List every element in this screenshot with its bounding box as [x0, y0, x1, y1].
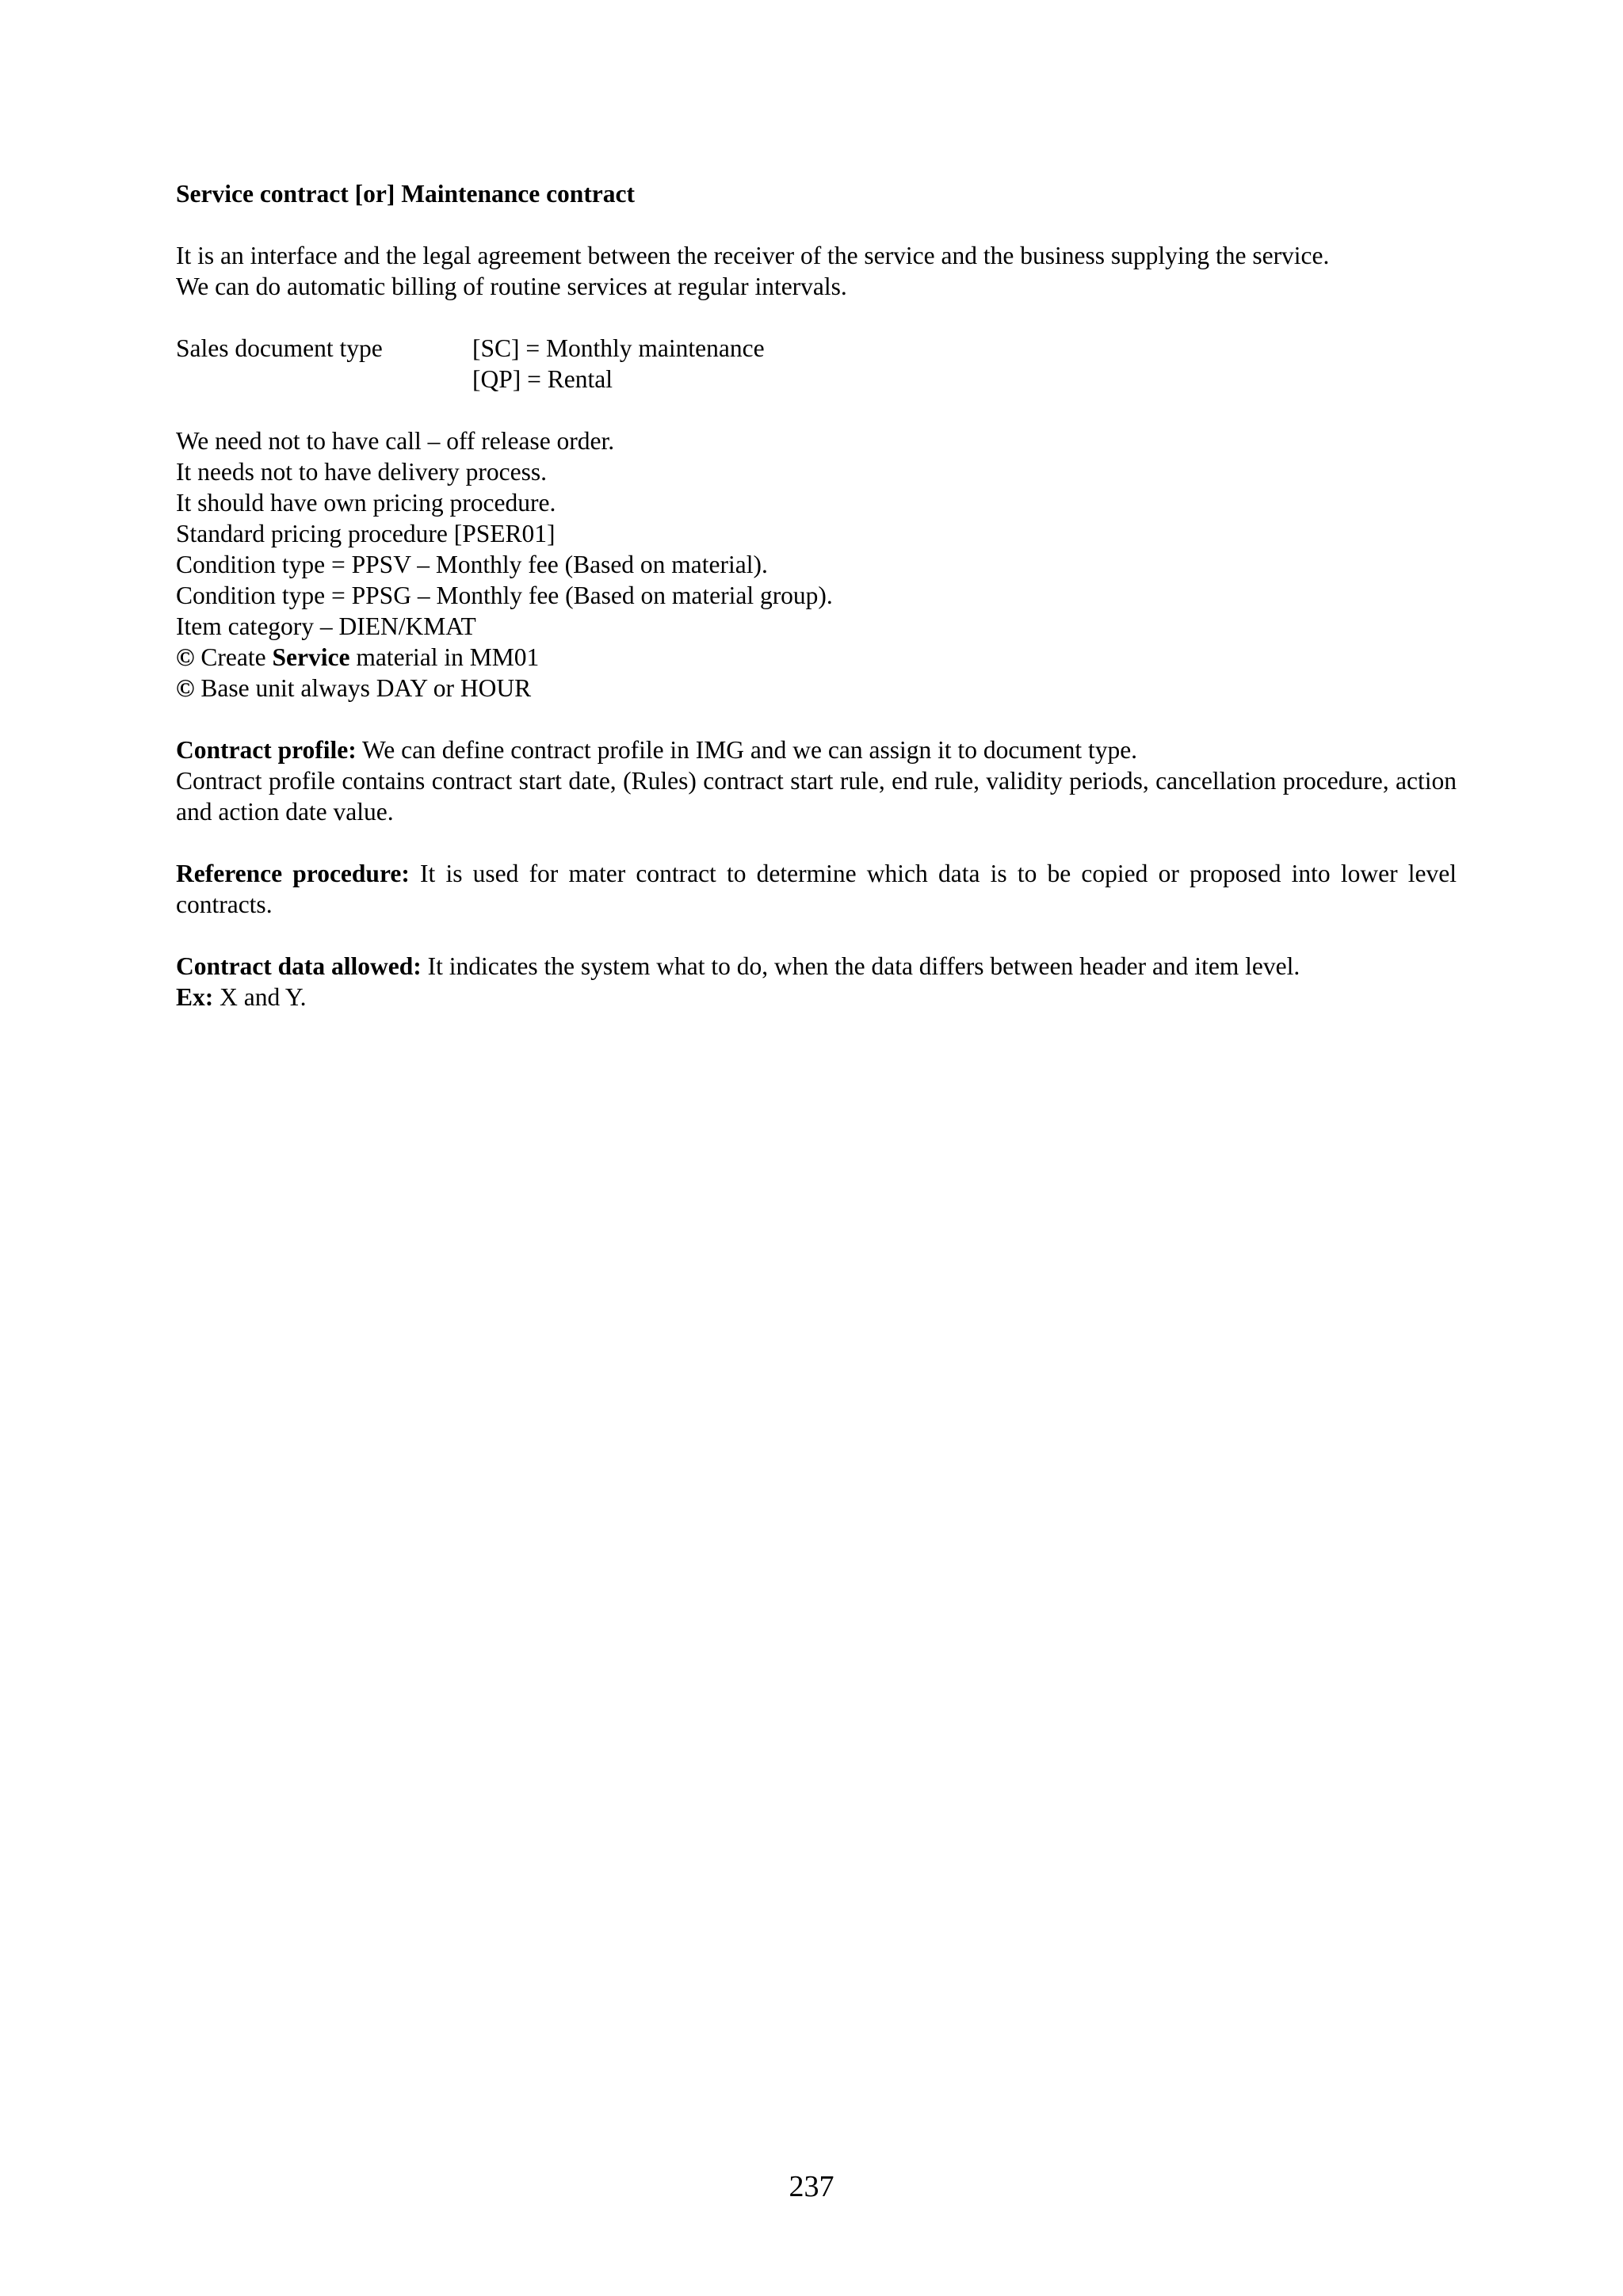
example-line	[176, 982, 1457, 1013]
copyright-bullet-icon: ©	[176, 674, 195, 702]
copyright-bullet-icon: ©	[176, 643, 195, 671]
contract-profile-paragraph	[176, 734, 1457, 827]
bullet-text-bold: Service	[272, 643, 350, 671]
page-number: 237	[789, 2170, 834, 2203]
intro-line-1: It is an interface and the legal agreement between the receiver of the service and the business supplying the service.	[176, 242, 1330, 269]
contract-data-term: Contract data allowed:	[176, 952, 422, 980]
list-item: Condition type = PPSV – Monthly fee (Based on material).	[176, 551, 768, 578]
sales-document-type-sc: [SC] = Monthly maintenance	[472, 334, 765, 362]
contract-data-line	[176, 951, 1457, 982]
sales-document-type-label: Sales document type	[176, 334, 383, 362]
sales-document-type-block	[176, 333, 1457, 395]
reference-procedure-paragraph	[176, 858, 1463, 920]
reference-procedure-term: Reference procedure:	[176, 860, 410, 887]
list-item: Condition type = PPSG – Monthly fee (Based on material group).	[176, 582, 833, 609]
list-item: Standard pricing procedure [PSER01]	[176, 520, 556, 547]
list-item: We need not to have call – off release order.	[176, 427, 615, 455]
intro-line-2: We can do automatic billing of routine services at regular intervals.	[176, 273, 847, 300]
list-item: Item category – DIEN/KMAT	[176, 612, 476, 640]
reference-procedure-text: It is used for mater contract to determine which data is to be copied or proposed into lower level contracts.	[176, 860, 1463, 918]
example-text: X and Y.	[213, 983, 307, 1011]
list-item: It should have own pricing procedure.	[176, 489, 556, 517]
contract-characteristics-list	[176, 425, 1457, 704]
sales-document-type-qp: [QP] = Rental	[472, 365, 613, 393]
contract-data-paragraph	[176, 951, 1457, 1013]
contract-profile-detail: Contract profile contains contract start date, (Rules) contract start rule, end rule, validity periods, cancellation procedure, action and action date value.	[176, 767, 1457, 826]
contract-profile-term: Contract profile:	[176, 736, 357, 764]
example-term: Ex:	[176, 983, 214, 1011]
document-body	[176, 178, 1463, 1043]
bullet-text: Base unit always DAY or HOUR	[194, 674, 532, 702]
intro-paragraph	[176, 240, 1457, 302]
sales-document-type-values	[472, 333, 1457, 395]
section-heading: Service contract [or] Maintenance contract	[176, 180, 636, 208]
list-item: It needs not to have delivery process.	[176, 458, 547, 486]
contract-data-text: It indicates the system what to do, when the data differs between header and item level.	[421, 952, 1300, 980]
contract-profile-line	[176, 734, 1457, 765]
bullet-text-pre: Create	[194, 643, 273, 671]
bullet-base-unit	[176, 673, 1457, 704]
bullet-text-post: material in MM01	[349, 643, 540, 671]
contract-profile-text: We can define contract profile in IMG and we can assign it to document type.	[356, 736, 1138, 764]
bullet-create-service-material	[176, 642, 1457, 673]
